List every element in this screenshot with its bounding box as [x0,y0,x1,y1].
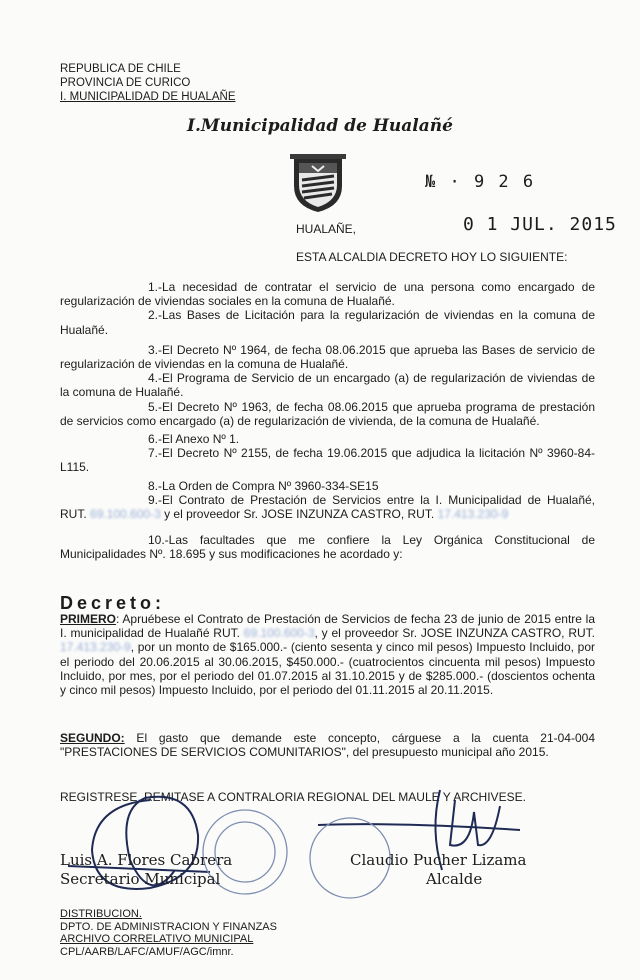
page-title: I.Municipalidad de Hualañé [187,116,453,136]
considerando-item-contract [60,493,595,521]
distribution-line: CPL/AARB/LAFC/AMUF/AGC/imnr. [60,945,234,958]
document-header [60,62,236,104]
mayor-name: Claudio Pucher Lizama [350,851,527,869]
considerandos [60,280,595,562]
signature-block-secretary [60,851,232,889]
redacted-rut: 69.100.600-3 [90,507,161,522]
considerando-item: 6.-El Anexo Nº 1. [148,432,240,447]
intro-line: ESTA ALCALDIA DECRETO HOY LO SIGUIENTE: [296,250,568,264]
secretary-name: Luis A. Flores Cabrera [60,851,233,869]
primero-label: PRIMERO [60,612,117,626]
header-province: PROVINCIA DE CURICO [60,77,191,89]
primero-text-a: : Apruébese el Contrato de Prestación de Servicios de fecha 23 de junio de 2015 entre la I. municipalidad de Hualañé RUT. [60,612,595,641]
considerando-item: 10.-Las facultades que me confiere la Ley Orgánica Constitucional de Municipalidades Nº. 18.695 y sus modificaciones he acordado y: [60,533,595,562]
item9-text-a: 9.-El Contrato de Prestación de Servicios entre la I. Municipalidad de Hualañé, RUT. [60,492,595,522]
decreto-heading: Decreto: [60,593,166,613]
decree-number: № · 9 2 6 [425,172,536,192]
coat-of-arms-icon [290,152,346,214]
city-label: HUALAÑE, [296,222,357,236]
header-country: REPUBLICA DE CHILE [60,63,181,75]
redacted-rut: 17.413.230-9 [437,507,509,522]
segundo-label: SEGUNDO: [60,731,125,745]
considerando-item: 7.-El Decreto Nº 2155, de fecha 19.06.2015 que adjudica la licitación Nº 3960-84-L115. [60,446,595,475]
date-stamp: 0 1 JUL. 2015 [463,214,617,235]
resolution-segundo [60,731,595,759]
considerando-item: 4.-El Programa de Servicio de un encargado (a) de regularización de viviendas de la comuna de Hualañé. [60,371,595,400]
resolution-primero [60,612,595,697]
considerando-item: 8.-La Orden de Compra Nº 3960-334-SE15 [148,478,379,493]
registrese-line: REGISTRESE, REMITASE A CONTRALORIA REGIONAL DEL MAULE Y ARCHIVESE. [60,790,526,804]
mayor-role: Alcalde [426,870,483,888]
signature-block-mayor [350,851,526,889]
considerando-item: 3.-El Decreto Nº 1964, de fecha 08.06.2015 que aprueba las Bases de servicio de regularización de viviendas en la comuna de Hualañé. [60,342,595,372]
distribution-block [60,908,277,958]
redacted-rut: 69.100.600-3 [243,626,315,641]
primero-text-b: , y el proveedor Sr. JOSE INZUNZA CASTRO, RUT. [314,626,595,641]
considerando-item: 1.-La necesidad de contratar el servicio de una persona como encargado de regularización de viviendas sociales en la comuna de Hualañé. [60,280,595,309]
distribution-line: DPTO. DE ADMINISTRACION Y FINANZAS [60,920,277,933]
redacted-rut: 17.413.230-9 [60,640,131,655]
considerando-item: 5.-El Decreto Nº 1963, de fecha 08.06.2015 que aprueba programa de prestación de servicios como encargado (a) de regularización de vivienda, de la comuna de Hualañé. [60,399,595,428]
header-municipality: I. MUNICIPALIDAD DE HUALAÑE [60,91,236,103]
secretary-role: Secretario Municipal [60,870,221,888]
distribution-title: DISTRIBUCION. [60,908,142,920]
item9-text-b: y el proveedor Sr. JOSE INZUNZA CASTRO, RUT. [164,507,435,522]
distribution-line: ARCHIVO CORRELATIVO MUNICIPAL [60,933,254,946]
primero-text-c: , por un monto de $165.000.- (ciento sesenta y cinco mil pesos) Impuesto Incluido, por el periodo del 20.06.2015 al 30.06.2015, $450.000.- (cuatrocientos cincuenta mil pesos) Impuesto Incluido, por mes, por el periodo del 01.07.2015 al 31.10.2015 y de $285.000.- (doscientos ochenta y cinco mil pesos) Impuesto Incluido, por el periodo del 01.11.2015 al 20.11.2015. [60,640,595,698]
segundo-text: El gasto que demande este concepto, cárguese a la cuenta 21-04-004 "PRESTACIONES DE SERVICIOS COMUNITARIOS", del presupuesto municipal año 2015. [60,731,595,760]
considerando-item: 2.-Las Bases de Licitación para la regularización de viviendas en la comuna de Hualañé. [60,308,595,337]
